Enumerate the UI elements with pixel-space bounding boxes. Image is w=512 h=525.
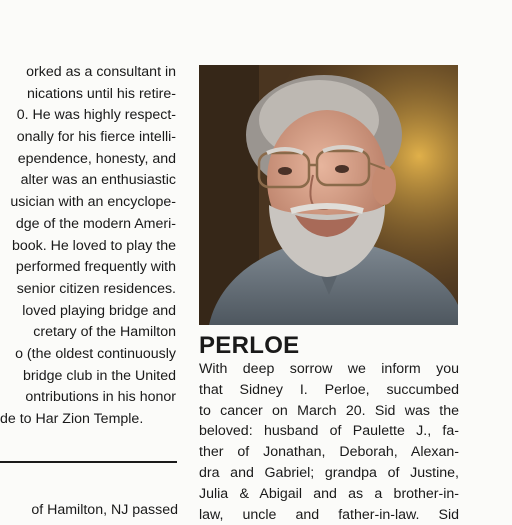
- obituary-title: PERLOE: [199, 332, 300, 359]
- text-line: ontributions in his honor: [25, 389, 176, 406]
- obituary-body: [199, 359, 459, 525]
- text-line: nications until his retire-: [26, 85, 176, 102]
- text-line: ther of Jonathan, Deborah, Alexan-: [199, 444, 459, 461]
- text-line: dra and Gabriel; grandpa of Justine,: [199, 464, 459, 481]
- next-obituary-text: of Hamilton, NJ passed: [31, 502, 178, 518]
- text-line: ependence, honesty, and: [17, 150, 176, 167]
- text-line: Julia & Abigail and as a brother-in-: [199, 485, 459, 502]
- text-line: alter was an enthusiastic: [20, 172, 176, 189]
- portrait-photo: [199, 65, 458, 325]
- previous-obituary-column: [0, 62, 176, 431]
- text-line: onally for his fierce intelli-: [16, 129, 176, 146]
- text-line: loved playing bridge and: [22, 302, 176, 319]
- text-line: usician with an encyclope-: [10, 194, 176, 211]
- text-line: that Sidney I. Perloe, succumbed: [199, 381, 459, 398]
- text-line: 0. He was highly respect-: [16, 107, 176, 124]
- portrait-illustration: [199, 65, 458, 325]
- text-line: orked as a consultant in: [26, 64, 176, 80]
- text-line: de to Har Zion Temple.: [0, 411, 144, 427]
- text-line: performed frequently with: [15, 259, 176, 276]
- text-line: law, uncle and father-in-law. Sid: [199, 506, 459, 523]
- text-line: senior citizen residences.: [16, 280, 176, 297]
- column-divider-rule: [0, 461, 177, 463]
- text-line: to cancer on March 20. Sid was the: [199, 402, 459, 419]
- text-line: o (the oldest continuously: [15, 345, 176, 362]
- text-line: dge of the modern Ameri-: [15, 215, 176, 232]
- text-line: With deep sorrow we inform you: [199, 361, 459, 377]
- text-line: beloved: husband of Paulette J., fa-: [199, 423, 459, 440]
- text-line: book. He loved to play the: [11, 237, 176, 254]
- text-line: bridge club in the United: [22, 367, 176, 384]
- text-line: cretary of the Hamilton: [33, 324, 176, 341]
